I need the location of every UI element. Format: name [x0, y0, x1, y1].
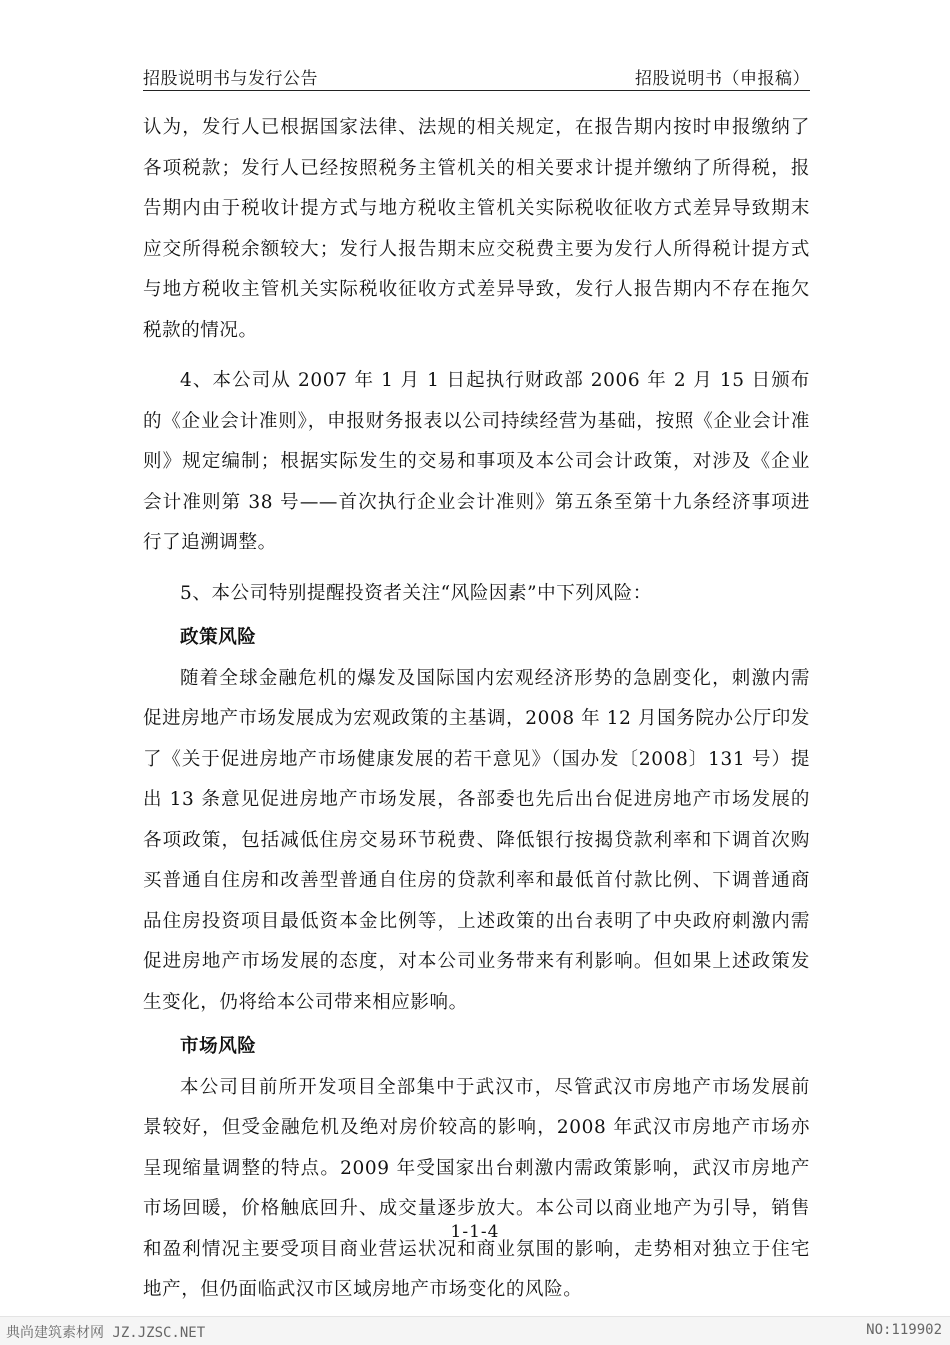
- header-document-title: 招股说明书与发行公告: [143, 69, 318, 89]
- header-document-subtitle: 招股说明书（申报稿）: [635, 69, 810, 89]
- footer-site-name: 典尚建筑素材网 JZ.JZSC.NET: [6, 1325, 206, 1341]
- paragraph-tax-continuation: 认为，发行人已根据国家法律、法规的相关规定，在报告期内按时申报缴纳了各项税款；发行人已经按照税务主管机关的相关要求计提并缴纳了所得税，报告期内由于税收计提方式与地方税收主管机关实际税收征收方式差异导致期末应交所得税余额较大；发行人报告期末应交税费主要为发行人所得税计提方式与地方税收主管机关实际税收征收方式差异导致，发行人报告期内不存在拖欠税款的情况。: [143, 117, 810, 341]
- paragraph-policy-risk: 随着全球金融危机的爆发及国际国内宏观经济形势的急剧变化，刺激内需促进房地产市场发展成为宏观政策的主基调，2008 年 12 月国务院办公厅印发了《关于促进房地产市场健康发展的若干意见》（国办发〔2008〕131 号）提出 13 条意见促进房地产市场发展，各部委也先后出台促进房地产市场发展的各项政策，包括减低住房交易环节税费、降低银行按揭贷款利率和下调首次购买普通自住房和改善型普通自住房的贷款利率和最低首付款比例、下调普通商品住房投资项目最低资本金比例等，上述政策的出台表明了中央政府刺激内需促进房地产市场发展的态度，对本公司业务带来有利影响。但如果上述政策发生变化，仍将给本公司带来相应影响。: [143, 667, 810, 1013]
- heading-market-risk: 市场风险: [180, 1036, 257, 1057]
- paragraph-risk-intro: 5、本公司特别提醒投资者关注“风险因素”中下列风险：: [180, 582, 652, 604]
- paragraph-market-risk: 本公司目前所开发项目全部集中于武汉市，尽管武汉市房地产市场发展前景较好，但受金融危机及绝对房价较高的影响，2008 年武汉市房地产市场亦呈现缩量调整的特点。2009 年受国家出台刺激内需政策影响，武汉市房地产市场回暖，价格触底回升、成交量逐步放大。本公司以商业地产为引导，销售和盈利情况主要受项目商业营运状况和商业氛围的影响，走势相对独立于住宅地产，但仍面临武汉市区域房地产市场变化的风险。: [143, 1076, 810, 1300]
- footer-id-number: NO:119902: [866, 1322, 942, 1338]
- watermark-footer: [0, 1316, 950, 1345]
- document-body: [143, 108, 810, 1311]
- paragraph-accounting-standards: 4、本公司从 2007 年 1 月 1 日起执行财政部 2006 年 2 月 15 日颁布的《企业会计准则》，申报财务报表以公司持续经营为基础，按照《企业会计准则》规定编制；根据实际发生的交易和事项及本公司会计政策，对涉及《企业会计准则第 38 号——首次执行企业会计准则》第五条至第十九条经济事项进行了追溯调整。: [143, 370, 810, 553]
- heading-policy-risk: 政策风险: [180, 627, 257, 648]
- page-number: 1-1-4: [450, 1222, 500, 1242]
- page-header: [143, 62, 810, 91]
